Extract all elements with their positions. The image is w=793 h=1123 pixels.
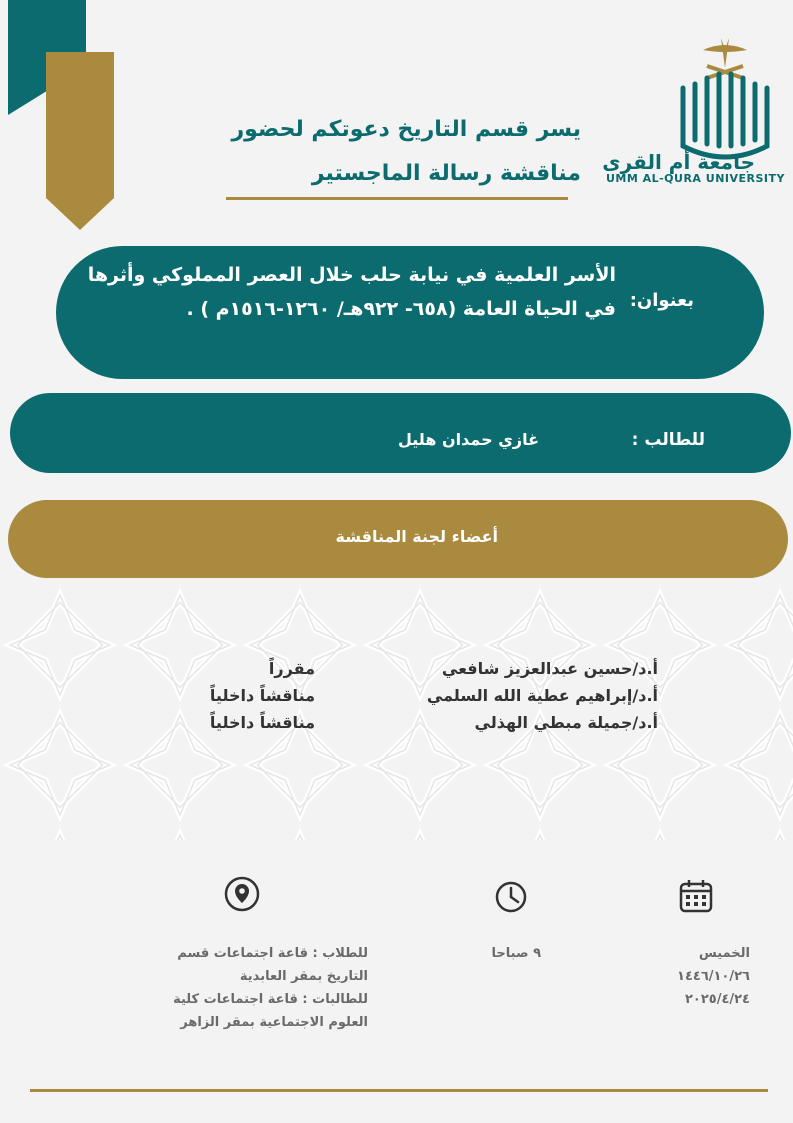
headline-divider [226,197,568,200]
invitation-line-2: مناقشة رسالة الماجستير [311,161,581,186]
time-info [431,942,541,965]
committee-member-row [0,713,793,737]
invitation-headline [211,108,581,196]
student-name: غازي حمدان هليل [397,430,539,449]
thesis-title-text: الأسر العلمية في نيابة حلب خلال العصر المملوكي وأثرها في الحياة العامة (٦٥٨- ٩٢٢هـ/ ١٢٦٠-١٥١٦م ) . [87,264,616,320]
member-name: أ.د/إبراهيم عطية الله السلمي [426,686,658,705]
logo-arabic-text: جامعة أم القرى [602,150,755,174]
gold-ribbon-decoration [46,52,114,230]
day-text: الخميس [698,946,750,961]
hijri-date-text: ١٤٤٦/١٠/٢٦ [677,969,750,984]
thesis-title-label: بعنوان: [629,290,694,311]
member-role: مناقشاً داخلياً [209,686,315,705]
location-women-text: للطالبات : قاعة اجتماعات كلية العلوم الاجتماعية بمقر الزاهر [173,992,368,1030]
gregorian-date-text: ٢٠٢٥/٤/٢٤ [684,992,750,1007]
committee-member-row [0,659,793,683]
logo-english-text: UMM AL-QURA UNIVERSITY [605,172,785,185]
thesis-title-banner [56,246,764,379]
student-banner [10,393,791,473]
location-men-text: للطلاب : قاعة اجتماعات قسم التاريخ بمقر العابدية [177,946,368,984]
student-label: للطالب : [631,430,705,450]
invitation-line-1: يسر قسم التاريخ دعوتكم لحضور [231,117,581,142]
location-info [143,942,368,1034]
time-text: ٩ صباحا [491,946,541,961]
member-role: مقرراً [268,659,315,678]
member-name: أ.د/جميلة مبطي الهذلي [474,713,658,732]
location-pin-icon [224,876,260,916]
committee-member-row [0,686,793,710]
member-name: أ.د/حسين عبدالعزيز شافعي [441,659,658,678]
bottom-divider [30,1089,768,1092]
calendar-icon [678,878,714,914]
committee-banner [8,500,788,578]
clock-icon [494,880,528,914]
date-info [620,942,750,1011]
committee-title: أعضاء لجنة المناقشة [335,527,498,546]
member-role: مناقشاً داخلياً [209,713,315,732]
